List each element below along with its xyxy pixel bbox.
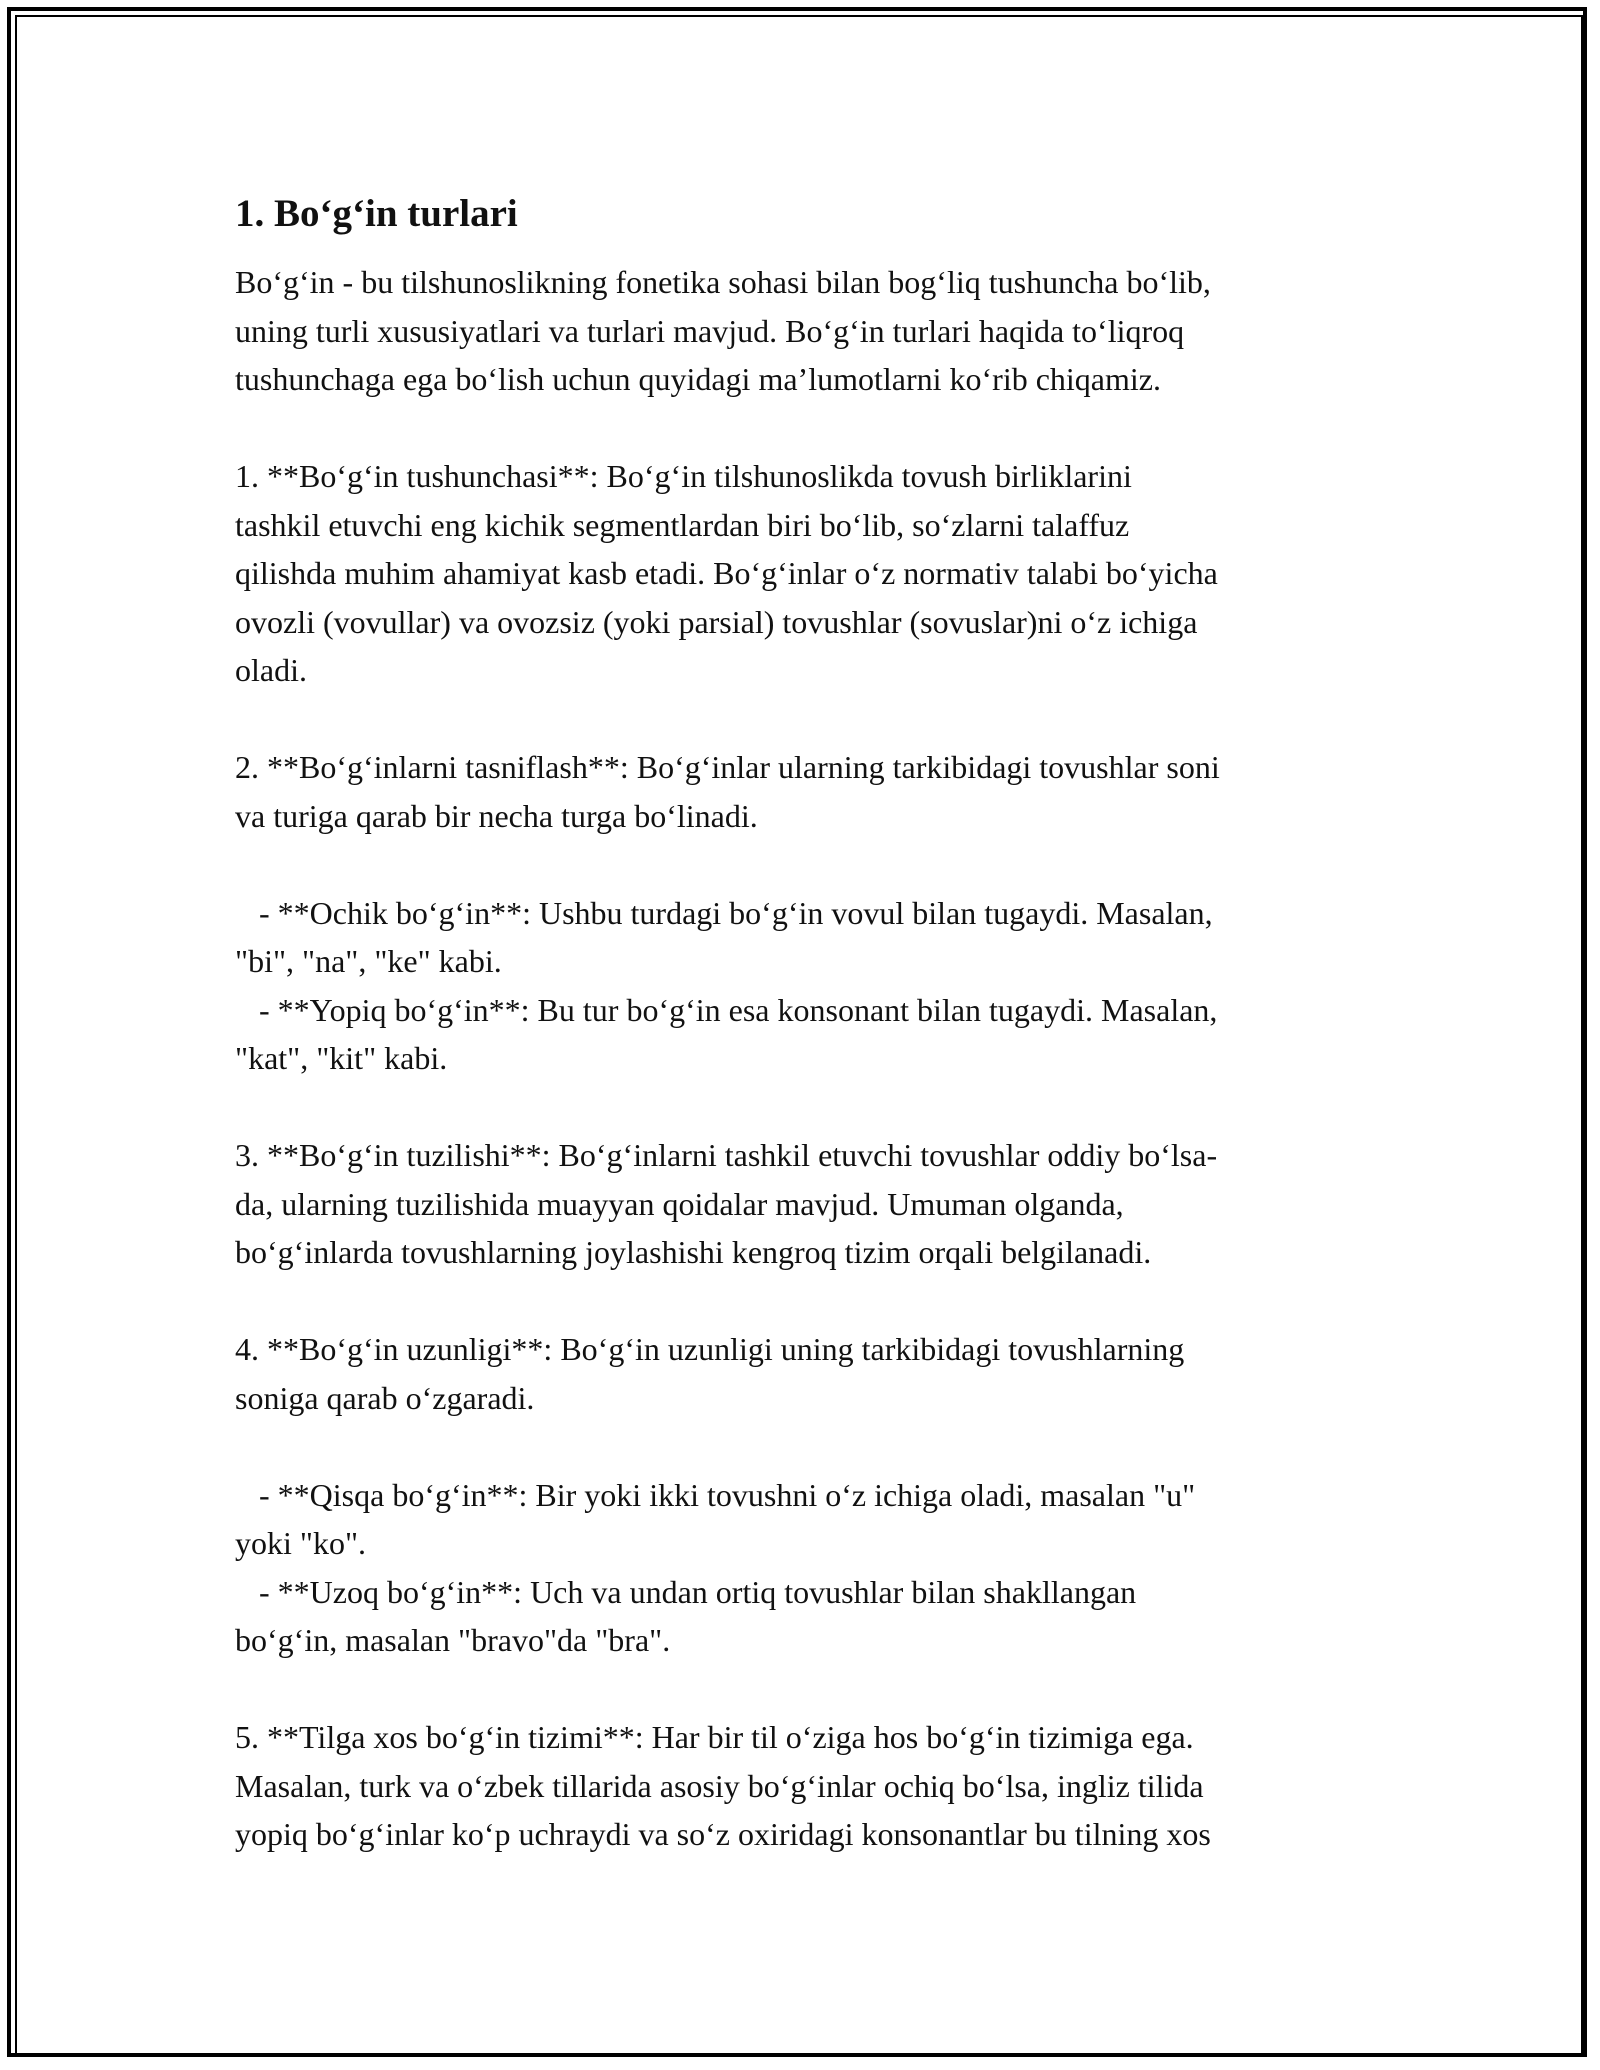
point-3-paragraph: 3. **Bo‘g‘in tuzilishi**: Bo‘g‘inlarni tashkil etuvchi tovushlar oddiy bo‘lsa- da, ularning tuzilishida muayyan qoidalar mavjud. Umuman olganda, bo‘g‘inlarda tovushlarning joylashishi kengroq tizim orqali belgilanadi. (235, 1137, 1218, 1270)
point-2-subitems: - **Ochik bo‘g‘in**: Ushbu turdagi bo‘g‘in vovul bilan tugaydi. Masalan, "bi", "na", "ke" kabi. - **Yopiq bo‘g‘in**: Bu tur bo‘g‘in esa konsonant bilan tugaydi. Masalan, "kat", "kit" kabi. (235, 894, 1218, 1076)
document-body (235, 186, 1375, 1859)
intro-paragraph: Bo‘g‘in - bu tilshunoslikning fonetika sohasi bilan bog‘liq tushuncha bo‘lib, uning turli xususiyatlari va turlari mavjud. Bo‘g‘in turlari haqida to‘liqroq tushunchaga ega bo‘lish uchun quyidagi ma’lumotlarni ko‘rib chiqamiz. (235, 264, 1211, 397)
point-2-paragraph: 2. **Bo‘g‘inlarni tasniflash**: Bo‘g‘inlar ularning tarkibidagi tovushlar soni va turiga qarab bir necha turga bo‘linadi. (235, 749, 1220, 834)
point-4-paragraph: 4. **Bo‘g‘in uzunligi**: Bo‘g‘in uzunligi uning tarkibidagi tovushlarning soniga qarab o‘zgaradi. (235, 1331, 1185, 1416)
point-4-subitems: - **Qisqa bo‘g‘in**: Bir yoki ikki tovushni o‘z ichiga oladi, masalan "u" yoki "ko". - **Uzoq bo‘g‘in**: Uch va undan ortiq tovushlar bilan shakllangan bo‘g‘in, masalan "bravo"da "bra". (235, 1476, 1196, 1658)
section-title: 1. Bo‘g‘in turlari (235, 192, 518, 235)
point-1-paragraph: 1. **Bo‘g‘in tushunchasi**: Bo‘g‘in tilshunoslikda tovush birliklarini tashkil etuvchi eng kichik segmentlardan biri bo‘lib, so‘zlarni talaffuz qilishda muhim ahamiyat kasb etadi. Bo‘g‘inlar o‘z normativ talabi bo‘yicha ovozli (vovullar) va ovozsiz (yoki parsial) tovushlar (sovuslar)ni o‘z ichiga oladi. (235, 458, 1218, 688)
point-5-paragraph: 5. **Tilga xos bo‘g‘in tizimi**: Har bir til o‘ziga hos bo‘g‘in tizimiga ega. Masalan, turk va o‘zbek tillarida asosiy bo‘g‘inlar ochiq bo‘lsa, ingliz tilida yopiq bo‘g‘inlar ko‘p uchraydi va so‘z oxiridagi konsonantlar bu tilning xos (235, 1719, 1211, 1852)
